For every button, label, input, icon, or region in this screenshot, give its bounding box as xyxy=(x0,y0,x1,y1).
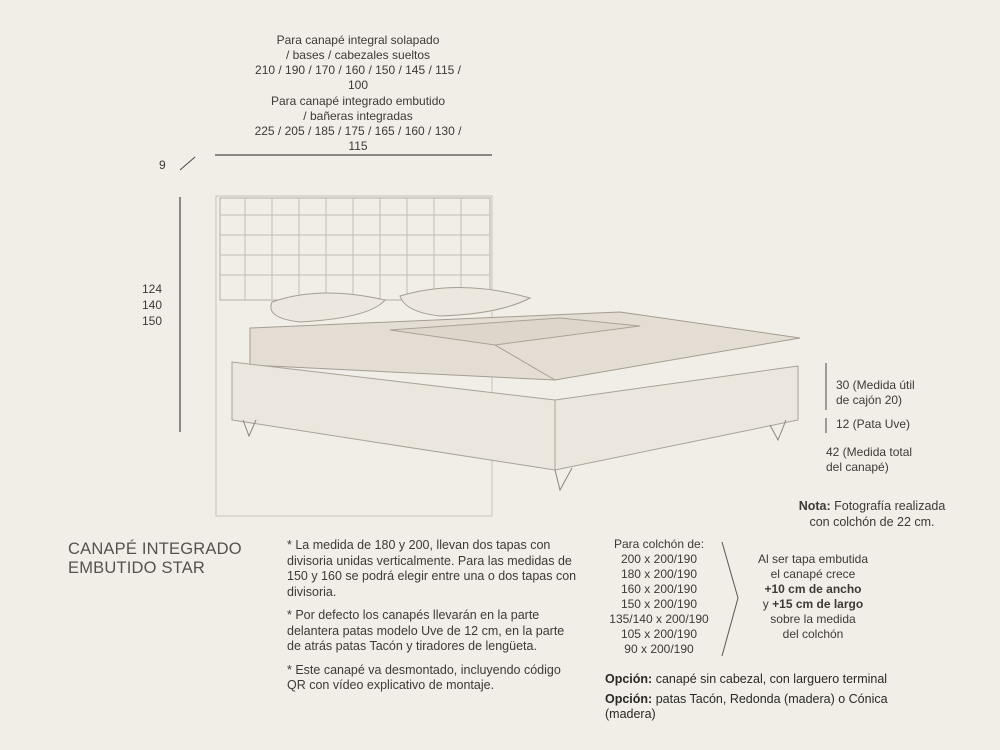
grow-line2: el canapé crece xyxy=(770,567,856,581)
depth-label: 9 xyxy=(159,158,166,172)
height-140: 140 xyxy=(142,298,163,312)
mattress-size: 105 x 200/190 xyxy=(620,627,698,641)
dims-solapado xyxy=(248,33,468,93)
option-label: Opción: xyxy=(605,672,653,686)
mattress-size: 150 x 200/190 xyxy=(620,597,698,611)
dims-solapado-values: 210 / 190 / 170 / 160 / 150 / 145 / 115 / 100 xyxy=(255,63,461,92)
grow-line5: sobre la medida xyxy=(770,612,856,626)
medida-util-line2: de cajón 20) xyxy=(836,393,903,407)
option-label: Opción: xyxy=(605,692,653,706)
dims-embutido-values: 225 / 205 / 185 / 175 / 165 / 160 / 130 / 115 xyxy=(254,124,462,153)
note-line1: Fotografía realizada xyxy=(834,499,946,513)
height-labels xyxy=(142,281,162,329)
mattress-size: 160 x 200/190 xyxy=(620,582,698,596)
pata-label: 12 (Pata Uve) xyxy=(836,417,911,431)
grow-prefix: y xyxy=(762,597,773,611)
total-height-line1: 42 (Medida total xyxy=(826,445,913,459)
grow-length: +15 cm de largo xyxy=(772,597,864,611)
total-height-label xyxy=(826,445,912,475)
leg-front-right xyxy=(555,468,572,490)
height-150: 150 xyxy=(142,314,163,328)
note-item: * La medida de 180 y 200, llevan dos tapas con divisoria unidas verticalmente. Para las medidas de 150 y 160 se podrá elegir entre una o dos tapas con divisoria. xyxy=(287,538,577,599)
product-title-line1: CANAPÉ INTEGRADO xyxy=(68,540,242,558)
product-title-line2: EMBUTIDO STAR xyxy=(68,559,206,577)
note-label: Nota: xyxy=(798,499,831,513)
height-124: 124 xyxy=(142,282,163,296)
dims-embutido-line1: Para canapé integrado embutido xyxy=(270,94,446,108)
mattress xyxy=(250,312,800,380)
option-text: patas Tacón, Redonda (madera) o Cónica (madera) xyxy=(605,692,888,721)
dims-embutido-line2: / bañeras integradas xyxy=(303,109,413,123)
product-title xyxy=(68,540,242,578)
pillow-left xyxy=(271,293,385,322)
mattress-size: 90 x 200/190 xyxy=(624,642,694,656)
dims-solapado-line2: / bases / cabezales sueltos xyxy=(285,48,431,62)
mattress-size: 180 x 200/190 xyxy=(620,567,698,581)
total-height-line2: del canapé) xyxy=(826,460,889,474)
photo-note xyxy=(772,499,972,530)
mattress-size: 200 x 200/190 xyxy=(620,552,698,566)
mattress-header: Para colchón de: xyxy=(613,537,705,551)
grow-text xyxy=(738,552,888,642)
option-2 xyxy=(605,692,905,722)
grow-line6: del colchón xyxy=(782,627,844,641)
option-1 xyxy=(605,672,905,687)
option-text: canapé sin cabezal, con larguero terminal xyxy=(655,672,888,686)
grow-width: +10 cm de ancho xyxy=(764,582,862,596)
depth-dimension-line xyxy=(180,157,195,170)
dims-solapado-line1: Para canapé integral solapado xyxy=(276,33,440,47)
medida-util-label xyxy=(836,378,915,408)
dims-embutido xyxy=(248,94,468,154)
mattress-size: 135/140 x 200/190 xyxy=(609,612,709,626)
medida-util-line1: 30 (Medida útil xyxy=(836,378,915,392)
note-item: * Este canapé va desmontado, incluyendo código QR con vídeo explicativo de montaje. xyxy=(287,662,561,692)
pillow-right xyxy=(400,287,530,316)
notes-list xyxy=(287,538,577,702)
grow-line1: Al ser tapa embutida xyxy=(757,552,869,566)
note-line2: con colchón de 22 cm. xyxy=(809,514,935,529)
note-item: * Por defecto los canapés llevarán en la parte delantera patas modelo Uve de 12 cm, en la parte de atrás patas Tacón y tiradores de lengüeta. xyxy=(287,608,565,653)
mattress-sizes xyxy=(600,537,718,657)
